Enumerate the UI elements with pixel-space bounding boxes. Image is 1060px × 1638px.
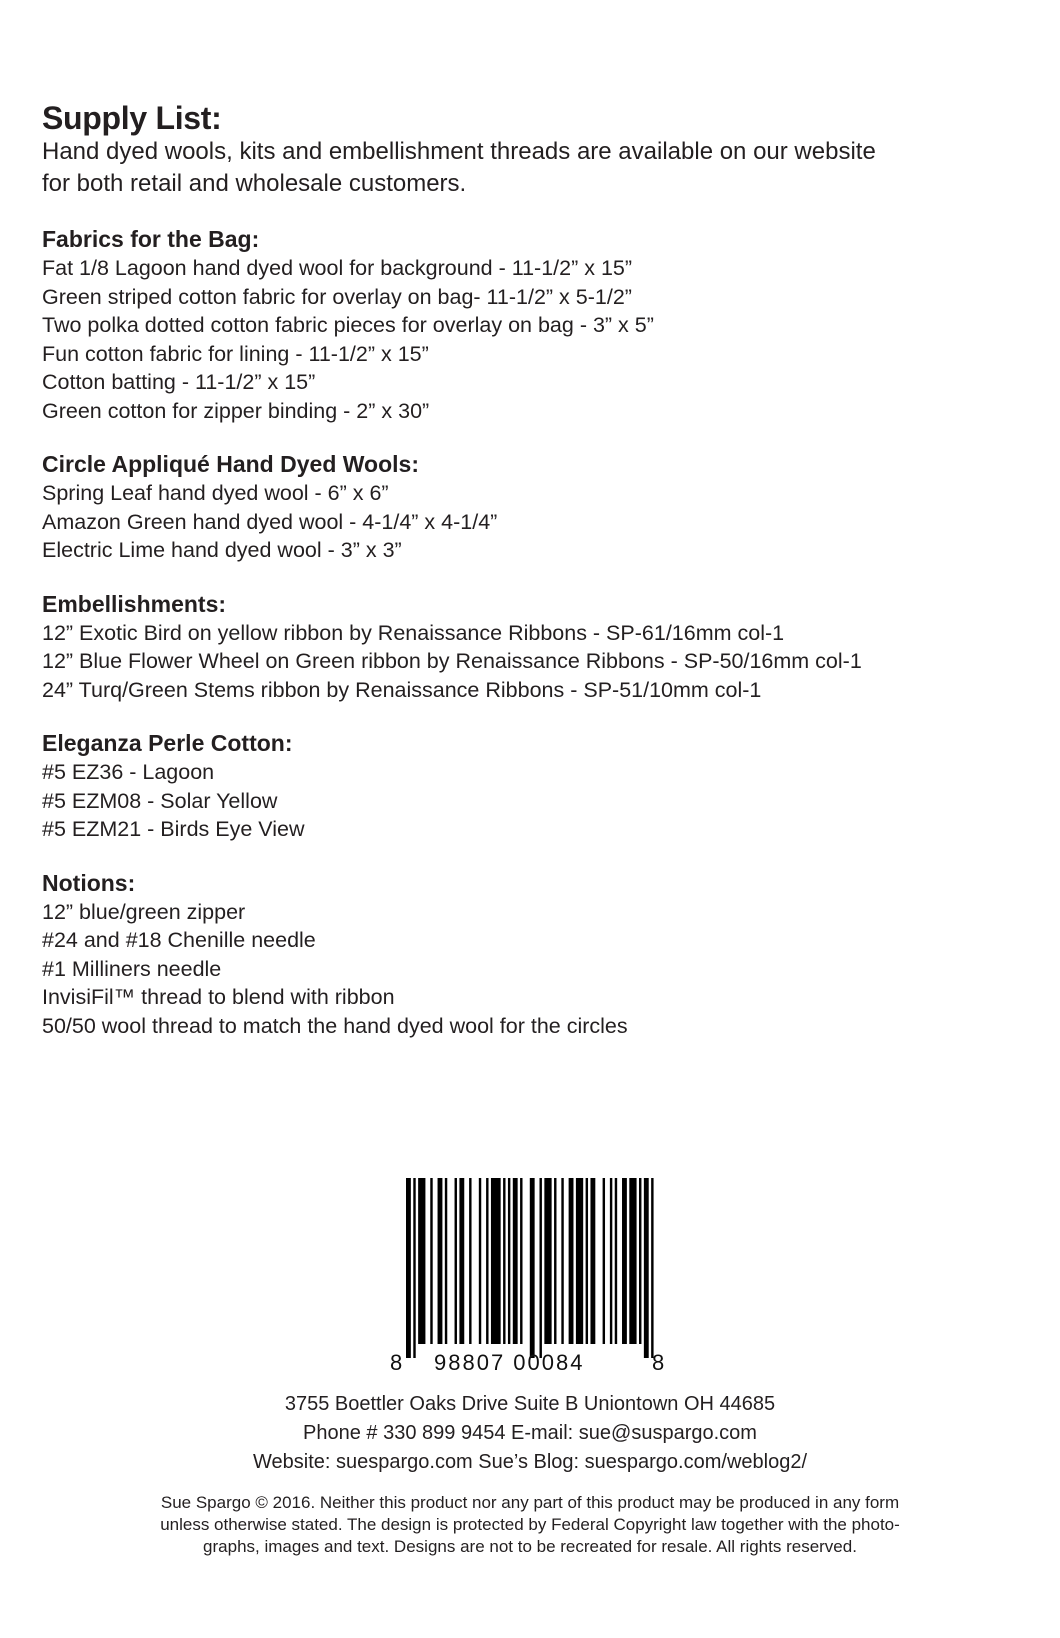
- section-embellishments: [42, 589, 1032, 705]
- section-perle-cotton: [42, 728, 1032, 844]
- barcode-bar: [486, 1178, 488, 1344]
- website-blog: Website: suespargo.com Sue’s Blog: suespargo.com/weblog2/: [252, 1451, 807, 1473]
- barcode-bar: [438, 1178, 443, 1344]
- barcode-digit-right: 8: [652, 1350, 665, 1375]
- barcode-bar: [491, 1178, 501, 1344]
- legal-line: Sue Spargo © 2016. Neither this product nor any part of this product may be produced in any form: [160, 1493, 900, 1512]
- barcode-bar: [430, 1178, 432, 1344]
- barcode-bar: [603, 1178, 605, 1344]
- barcode-bar: [644, 1178, 649, 1358]
- barcode-bar: [561, 1178, 563, 1344]
- barcode-bar: [615, 1178, 617, 1344]
- address: 3755 Boettler Oaks Drive Suite B Uniontown OH 44685: [284, 1393, 776, 1415]
- barcode-bar: [544, 1178, 551, 1344]
- barcode-bar: [554, 1178, 556, 1344]
- list-item: #5 EZM21 - Birds Eye View: [42, 817, 305, 841]
- barcode-digits: 98807 00084: [434, 1350, 585, 1375]
- list-item: #1 Milliners needle: [42, 956, 222, 981]
- list-item: Amazon Green hand dyed wool - 4-1/4” x 4-1/4”: [42, 509, 498, 534]
- list-item: #5 EZ36 - Lagoon: [42, 760, 215, 784]
- barcode-bar: [469, 1178, 471, 1344]
- intro-text: [42, 136, 1032, 200]
- section-heading: Fabrics for the Bag:: [42, 226, 260, 252]
- list-item: Two polka dotted cotton fabric pieces for overlay on bag - 3” x 5”: [42, 313, 654, 337]
- barcode-bar: [610, 1178, 612, 1344]
- list-item: Green cotton for zipper binding - 2” x 30”: [42, 398, 430, 423]
- intro-line: for both retail and wholesale customers.: [42, 170, 467, 197]
- list-item: 12” Exotic Bird on yellow ribbon by Renaissance Ribbons - SP-61/16mm col-1: [42, 620, 785, 645]
- barcode-bar: [418, 1178, 425, 1344]
- list-item: Green striped cotton fabric for overlay on bag- 11-1/2” x 5-1/2”: [42, 284, 632, 309]
- barcode-bar: [503, 1178, 505, 1344]
- section-heading: Eleganza Perle Cotton:: [42, 730, 293, 756]
- list-item: 12” blue/green zipper: [42, 899, 246, 924]
- list-item: #24 and #18 Chenille needle: [42, 928, 316, 952]
- barcode-bar: [520, 1178, 522, 1344]
- barcode-bar: [629, 1178, 636, 1344]
- barcode-bar: [445, 1178, 447, 1344]
- barcode-bar: [539, 1178, 541, 1358]
- barcode-bar: [455, 1178, 457, 1344]
- barcode-bar: [508, 1178, 510, 1344]
- barcode-bar: [622, 1178, 627, 1344]
- section-heading: Embellishments:: [42, 590, 227, 617]
- barcode-bar: [651, 1178, 653, 1358]
- list-item: Cotton batting - 11-1/2” x 15”: [42, 370, 316, 394]
- copyright-notice: [0, 1492, 1060, 1558]
- barcode-bar: [513, 1178, 518, 1344]
- barcode: [390, 1178, 670, 1388]
- barcode-bar: [413, 1178, 415, 1358]
- list-item: Fun cotton fabric for lining - 11-1/2” x 15”: [42, 341, 429, 366]
- barcode-bar: [459, 1178, 464, 1344]
- barcode-bar: [569, 1178, 574, 1344]
- barcode-bar: [590, 1178, 595, 1344]
- barcode-bar: [479, 1178, 481, 1344]
- section-notions: [42, 868, 1032, 1041]
- legal-line: graphs, images and text. Designs are not to be recreated for resale. All rights reserved.: [203, 1537, 857, 1556]
- list-item: Fat 1/8 Lagoon hand dyed wool for background - 11-1/2” x 15”: [42, 256, 633, 280]
- section-heading: Notions:: [42, 869, 136, 896]
- list-item: Electric Lime hand dyed wool - 3” x 3”: [42, 538, 402, 562]
- list-item: InvisiFil™ thread to blend with ribbon: [42, 985, 395, 1009]
- section-circle-applique: [42, 449, 1032, 565]
- intro-line: Hand dyed wools, kits and embellishment threads are available on our website: [42, 138, 876, 165]
- contact-info: [0, 1390, 1060, 1477]
- list-item: Spring Leaf hand dyed wool - 6” x 6”: [42, 481, 389, 505]
- list-item: 50/50 wool thread to match the hand dyed wool for the circles: [42, 1013, 628, 1038]
- legal-line: unless otherwise stated. The design is protected by Federal Copyright law together with the photo-: [160, 1515, 900, 1534]
- barcode-bar: [576, 1178, 583, 1344]
- phone-email: Phone # 330 899 9454 E-mail: sue@suspargo.com: [303, 1422, 757, 1444]
- barcode-bar: [639, 1178, 641, 1344]
- section-heading: Circle Appliqué Hand Dyed Wools:: [42, 451, 419, 477]
- section-fabrics: [42, 224, 1032, 425]
- supply-list: [42, 100, 1032, 1064]
- barcode-bar: [586, 1178, 588, 1344]
- list-item: #5 EZM08 - Solar Yellow: [42, 788, 278, 813]
- page-title: Supply List:: [42, 100, 222, 136]
- barcode-bars: [406, 1178, 656, 1358]
- barcode-bar: [406, 1178, 411, 1358]
- list-item: 12” Blue Flower Wheel on Green ribbon by Renaissance Ribbons - SP-50/16mm col-1: [42, 649, 862, 673]
- list-item: 24” Turq/Green Stems ribbon by Renaissance Ribbons - SP-51/10mm col-1: [42, 677, 762, 702]
- barcode-bar: [530, 1178, 535, 1358]
- barcode-digit-left: 8: [390, 1350, 403, 1375]
